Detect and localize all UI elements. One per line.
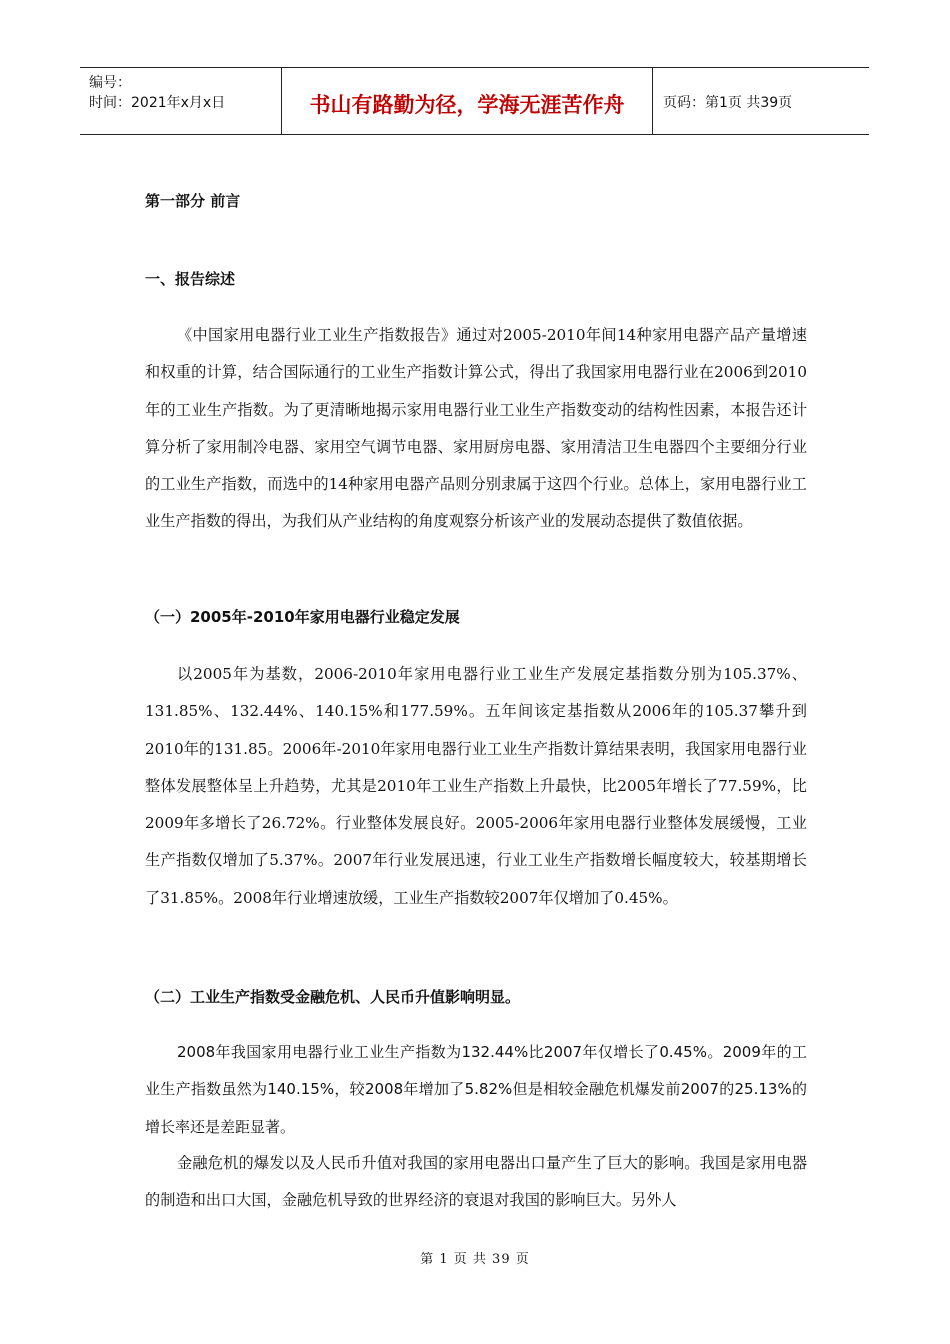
section1-title: 一、报告综述 xyxy=(145,270,236,288)
header-number-label: 编号： xyxy=(89,75,131,91)
subsection2-title: （二）工业生产指数受金融危机、人民币升值影响明显。 xyxy=(145,988,521,1006)
header-date-label: 时间：2021年x月x日 xyxy=(89,95,226,111)
header-page-info: 页码：第1页 共39页 xyxy=(663,95,793,111)
header-motto: 书山有路勤为径，学海无涯苦作舟 xyxy=(282,68,653,134)
page-footer: 第 1 页 共 39 页 xyxy=(420,1252,530,1267)
subsection1-title: （一）2005年-2010年家用电器行业稳定发展 xyxy=(145,608,460,626)
subsection1-paragraph: 以2005年为基数，2006-2010年家用电器行业工业生产发展定基指数分别为105.37%、131.85%、132.44%、140.15%和177.59%。五年间该定基指数从2006年的105.37攀升到2010年的131.85。2006年-2010年家用电器行业工业生产指数计算结果表明，我国家用电器行业整体发展整体呈上升趋势，尤其是2010年工业生产指数上升最快，比2005年增长了77.59%，比2009年多增长了26.72%。行业整体发展良好。2005-2006年家用电器行业整体发展缓慢，工业生产指数仅增加了5.37%。2007年行业发展迅速，行业工业生产指数增长幅度较大，较基期增长了31.85%。2008年行业增速放缓，工业生产指数较2007年仅增加了0.45%。 xyxy=(145,665,807,907)
part-title: 第一部分 前言 xyxy=(145,192,241,210)
header-meta xyxy=(80,68,282,134)
page-header xyxy=(80,67,869,135)
subsection2-paragraph-1: 2008年我国家用电器行业工业生产指数为132.44%比2007年仅增长了0.45%。2009年的工业生产指数虽然为140.15%，较2008年增加了5.82%但是相较金融危机爆发前2007的25.13%的增长率还是差距显著。 xyxy=(145,1043,807,1136)
subsection2-paragraph-2: 金融危机的爆发以及人民币升值对我国的家用电器出口量产生了巨大的影响。我国是家用电器的制造和出口大国，金融危机导致的世界经济的衰退对我国的影响巨大。另外人 xyxy=(145,1154,807,1210)
section1-paragraph: 《中国家用电器行业工业生产指数报告》通过对2005-2010年间14种家用电器产品产量增速和权重的计算，结合国际通行的工业生产指数计算公式，得出了我国家用电器行业在2006到2010年的工业生产指数。为了更清晰地揭示家用电器行业工业生产指数变动的结构性因素，本报告还计算分析了家用制冷电器、家用空气调节电器、家用厨房电器、家用清洁卫生电器四个主要细分行业的工业生产指数，而选中的14种家用电器产品则分别隶属于这四个行业。总体上，家用电器行业工业生产指数的得出，为我们从产业结构的角度观察分析该产业的发展动态提供了数值依据。 xyxy=(145,326,807,531)
